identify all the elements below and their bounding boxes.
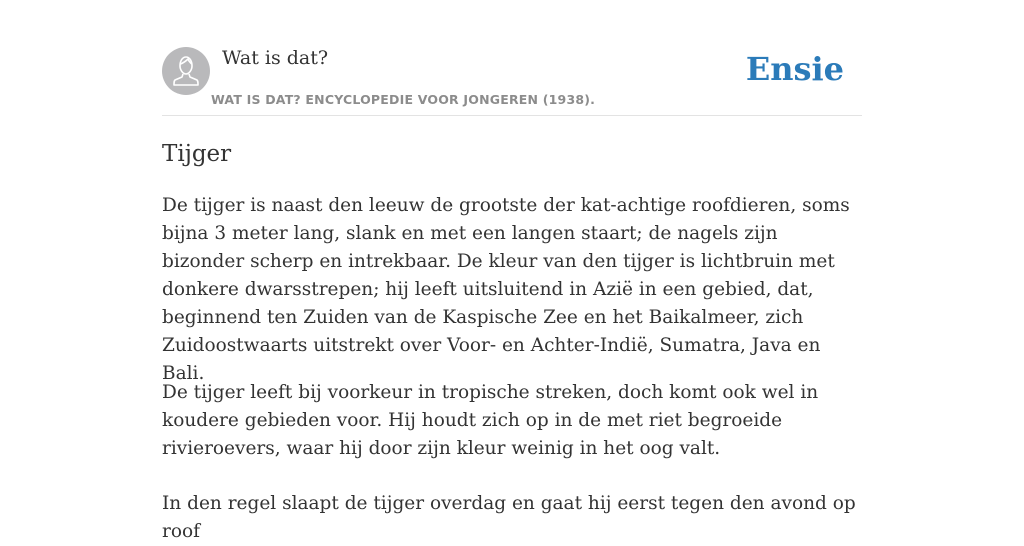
source-subtitle: WAT IS DAT? ENCYCLOPEDIE VOOR JONGEREN (1938).: [211, 92, 596, 107]
avatar[interactable]: [162, 47, 210, 95]
article-paragraph: De tijger leeft bij voorkeur in tropische streken, doch komt ook wel in koudere gebieden voor. Hij houdt zich op in de met riet begroeide rivieroevers, waar hij door zijn kleur weinig in het oog valt.: [162, 382, 819, 459]
article-title: Tijger: [162, 141, 232, 167]
source-header: [162, 0, 862, 116]
article-paragraph: In den regel slaapt de tijger overdag en gaat hij eerst tegen den avond op roof: [162, 493, 856, 542]
content-container: [162, 0, 862, 542]
brand-logo[interactable]: Ensie: [745, 50, 844, 88]
article-paragraph: De tijger is naast den leeuw de grootste der kat-achtige roofdieren, soms bijna 3 meter lang, slank en met een langen staart; de nagels zijn bizonder scherp en intrekbaar. De kleur van den tijger is lichtbruin met donkere dwarsstrepen; hij leeft uitsluitend in Azië in een gebied, dat, beginnend ten Zuiden van de Kaspische Zee en het Baikalmeer, zich Zuidoostwaarts uitstrekt over Voor- en Achter-Indië, Sumatra, Java en Bali.: [162, 195, 850, 384]
source-title[interactable]: Wat is dat?: [222, 47, 329, 69]
user-silhouette-icon: [162, 47, 210, 95]
